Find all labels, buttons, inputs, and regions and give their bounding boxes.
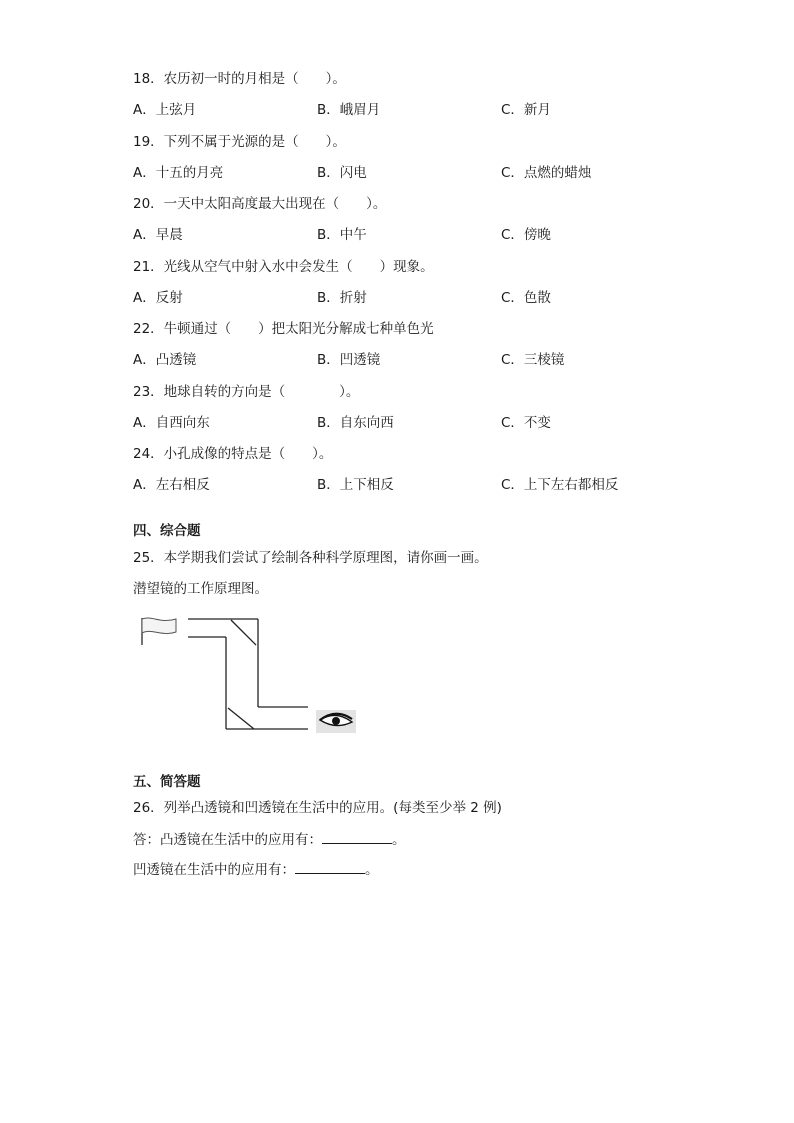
flag-icon <box>142 618 176 645</box>
options-row <box>133 473 693 493</box>
question-stem: 24．小孔成像的特点是（ ）。 <box>133 446 333 462</box>
option-c[interactable]: C．色散 <box>501 289 551 306</box>
option-b[interactable]: B．凹透镜 <box>317 352 381 368</box>
question-stem: 22．牛顿通过（ ）把太阳光分解成七种单色光 <box>133 321 434 337</box>
periscope-tube <box>188 619 308 729</box>
option-c[interactable]: C．傍晚 <box>501 227 551 243</box>
upper-mirror <box>231 620 256 645</box>
answer-concave-period: 。 <box>365 862 379 878</box>
answer-convex-line <box>133 828 406 848</box>
periscope-diagram <box>136 612 366 737</box>
answer-convex-label: 答：凸透镜在生活中的应用有： <box>133 832 322 848</box>
options-row <box>133 286 693 306</box>
answer-convex-period: 。 <box>392 832 406 848</box>
question-stem: 23．地球自转的方向是（ ）。 <box>133 383 360 400</box>
option-b[interactable]: B．折射 <box>317 289 367 306</box>
option-b[interactable]: B．上下相反 <box>317 477 394 493</box>
option-b[interactable]: B．自东向西 <box>317 414 394 431</box>
option-a[interactable]: A．十五的月亮 <box>133 164 224 181</box>
option-c[interactable]: C．上下左右都相反 <box>501 477 619 493</box>
options-row <box>133 348 693 368</box>
question-stem: 21．光线从空气中射入水中会发生（ ）现象。 <box>133 258 434 275</box>
option-b[interactable]: B．闪电 <box>317 164 367 181</box>
question-stem: 18．农历初一时的月相是（ ）。 <box>133 71 346 87</box>
question-stem: 19．下列不属于光源的是（ ）。 <box>133 133 346 150</box>
question-26-stem: 26．列举凸透镜和凹透镜在生活中的应用。(每类至少举 2 例) <box>133 800 502 816</box>
section-heading-5: 五、简答题 <box>133 774 201 790</box>
options-row <box>133 98 693 118</box>
options-row <box>133 411 693 431</box>
option-b[interactable]: B．峨眉月 <box>317 102 381 118</box>
option-a[interactable]: A．反射 <box>133 289 183 306</box>
option-b[interactable]: B．中午 <box>317 227 367 243</box>
periscope-mirrors <box>228 620 256 729</box>
periscope-prompt: 潜望镜的工作原理图。 <box>133 581 268 597</box>
option-c[interactable]: C．三棱镜 <box>501 352 565 368</box>
answer-convex-blank[interactable] <box>322 831 392 844</box>
eye-icon <box>316 710 356 733</box>
option-a[interactable]: A．上弦月 <box>133 102 197 118</box>
option-c[interactable]: C．新月 <box>501 102 551 118</box>
option-a[interactable]: A．凸透镜 <box>133 352 197 368</box>
option-a[interactable]: A．左右相反 <box>133 477 210 493</box>
lower-mirror <box>228 708 254 729</box>
option-a[interactable]: A．早晨 <box>133 227 183 243</box>
answer-concave-line <box>133 858 379 878</box>
options-row <box>133 161 693 181</box>
options-row <box>133 223 693 243</box>
answer-concave-blank[interactable] <box>295 861 365 874</box>
option-c[interactable]: C．点燃的蜡烛 <box>501 164 592 181</box>
option-a[interactable]: A．自西向东 <box>133 414 210 431</box>
section-heading-4: 四、综合题 <box>133 523 201 539</box>
answer-concave-label: 凹透镜在生活中的应用有： <box>133 862 295 878</box>
question-25-stem: 25．本学期我们尝试了绘制各种科学原理图，请你画一画。 <box>133 550 488 566</box>
option-c[interactable]: C．不变 <box>501 414 551 431</box>
question-stem: 20．一天中太阳高度最大出现在（ ）。 <box>133 196 387 212</box>
